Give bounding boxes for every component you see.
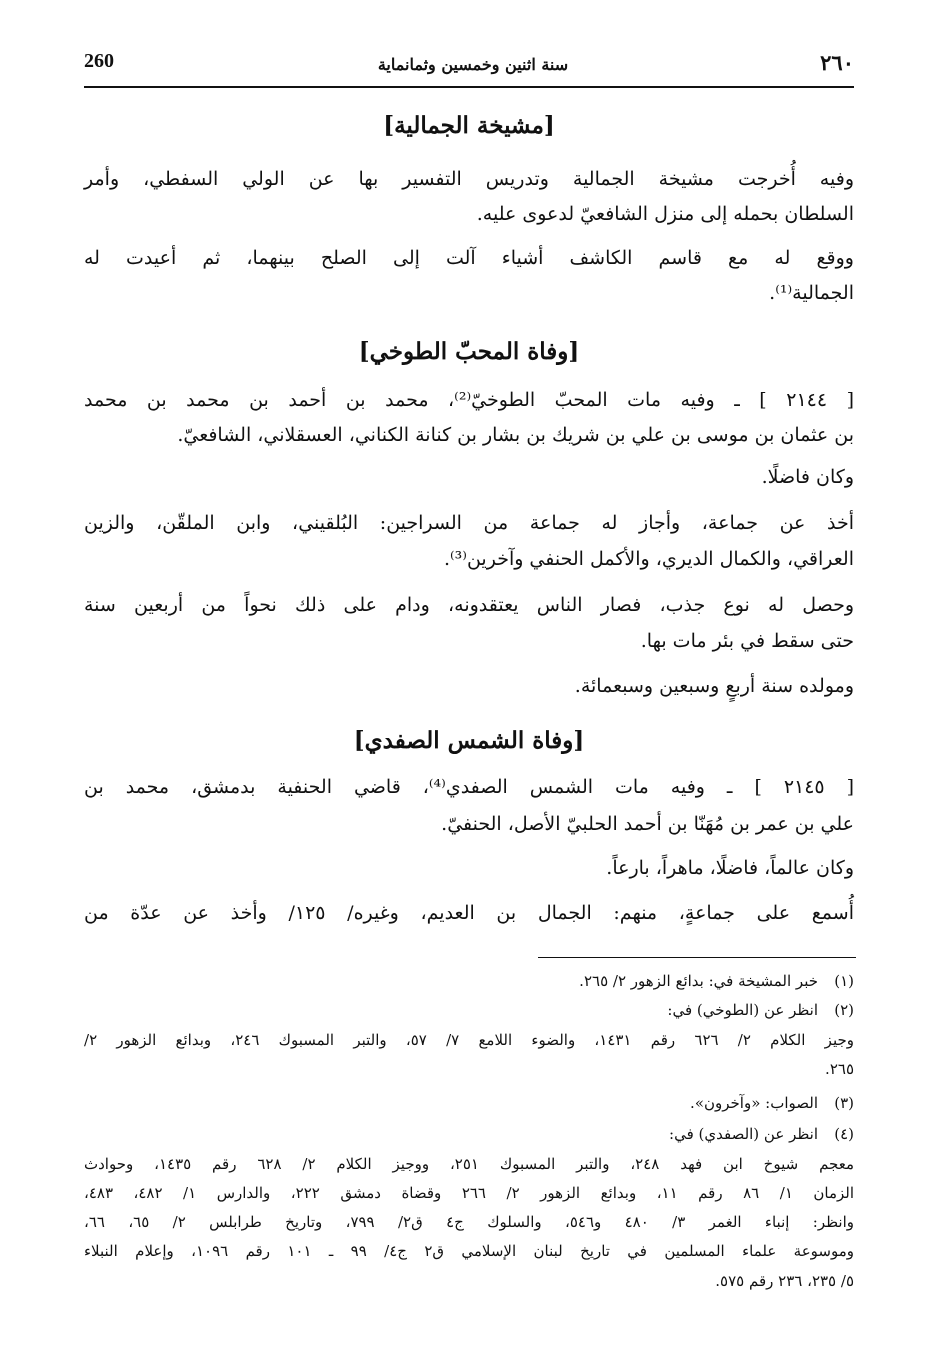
body-line: السلطان بحمله إلى منزل الشافعيّ لدعوى عليه. (476, 203, 854, 225)
footnote-text: الصواب: «وآخرون». (690, 1094, 818, 1112)
body-line: بن عثمان بن موسى بن علي بن شريك بن بشار بن كنانة الكناني، العسقلاني، الشافعيّ. (177, 424, 854, 446)
footnote (84, 1125, 854, 1143)
footnote-rule (538, 957, 856, 958)
footnote-number: (٣) (834, 1094, 854, 1112)
footnote-number: (٢) (834, 1001, 854, 1019)
body-line: الجمالية⁽¹⁾. (769, 282, 854, 304)
footnote (84, 972, 854, 990)
footnote-line: وانظر: إنباء الغمر ٣/ ٤٨٠ و٥٤٦، والسلوك ج٤ ق٢/ ٧٩٩، وتاريخ طرابلس ٢/ ٦٥، ٦٦، (84, 1213, 854, 1231)
page-number-arabic: ٢٦٠ (820, 50, 854, 75)
section-heading: [مشيخة الجمالية] (383, 112, 555, 139)
footnote (84, 1094, 854, 1112)
body-line: أُسمع على جماعةٍ، منهم: الجمال بن العديم، وغيره/ ١٢٥/ وأخذ عن عدّة من (84, 902, 854, 924)
footnote (84, 1001, 854, 1019)
footnote-number: (١) (834, 972, 854, 990)
footnote-text: انظر عن (الصفدي) في: (669, 1125, 818, 1143)
footnote-line: ٢٦٥. (825, 1060, 854, 1078)
body-line: وفيه أُخرجت مشيخة الجمالية وتدريس التفسير بها عن الولي السفطي، وأمر (84, 168, 854, 190)
body-line: [ ٢١٤٥ ] ـ وفيه مات الشمس الصفدي⁽⁴⁾، قاضي الحنفية بدمشق، محمد بن (84, 776, 855, 798)
body-line: أخذ عن جماعة، وأجاز له جماعة من السراجين: البُلقيني، وابن الملقّن، والزين (84, 512, 854, 534)
page-number-latin: 260 (84, 50, 114, 72)
body-line: ووقع له مع قاسم الكاشف أشياء آلت إلى الصلح بينهما، ثم أعيدت له (84, 247, 854, 269)
body-line: ومولده سنة أربعٍ وسبعين وسبعمائة. (574, 675, 854, 697)
body-line: وكان عالماً، فاضلًا، ماهراً، بارعاً. (606, 857, 854, 879)
running-header-title: سنة اثنين وخمسين وثمانماية (377, 55, 569, 74)
footnote-line: معجم شيوخ ابن فهد ٢٤٨، والتبر المسبوك ٢٥١، ووجيز الكلام ٢/ ٦٢٨ رقم ١٤٣٥، وحوادث (84, 1155, 855, 1173)
body-line: علي بن عمر بن مُهَنّا بن أحمد الحلبيّ الأصل، الحنفيّ. (441, 813, 854, 835)
footnote-line: الزمان ١/ ٨٦ رقم ١١، وبدائع الزهور ٢/ ٢٦٦ وقضاة دمشق ٢٢٢، والدارس ١/ ٤٨٢، ٤٨٣، (84, 1184, 855, 1202)
body-line: وحصل له نوع جذب، فصار الناس يعتقدونه، ودام على ذلك نحواً من أربعين سنة (84, 594, 854, 616)
body-line: [ ٢١٤٤ ] ـ وفيه مات المحبّ الطوخيّ⁽²⁾، محمد بن أحمد بن محمد بن محمد (84, 389, 854, 411)
footnote-line: وجيز الكلام ٢/ ٦٢٦ رقم ١٤٣١، والضوء اللامع ٧/ ٥٧، والتبر المسبوك ٢٤٦، وبدائع الزهور ٢/ (84, 1031, 854, 1049)
footnote-number: (٤) (834, 1125, 854, 1143)
body-line: وكان فاضلًا. (761, 466, 854, 488)
section-heading: [وفاة المحبّ الطوخي] (358, 338, 580, 365)
body-line: حتى سقط في بئر مات بها. (640, 630, 854, 652)
header-rule (84, 86, 854, 88)
footnote-line: ٥/ ٢٣٥، ٢٣٦ رقم ٥٧٥. (715, 1272, 854, 1290)
footnote-text: انظر عن (الطوخي) في: (667, 1001, 818, 1019)
section-heading: [وفاة الشمس الصفدي] (353, 727, 585, 754)
footnote-text: خبر المشيخة في: بدائع الزهور ٢/ ٢٦٥. (579, 972, 818, 990)
body-line: العراقي، والكمال الديري، والأكمل الحنفي وآخرين⁽³⁾. (443, 548, 854, 570)
footnote-line: وموسوعة علماء المسلمين في تاريخ لبنان الإسلامي ق٢ ج٤/ ٩٩ ـ ١٠١ رقم ١٠٩٦، وإعلام النبلاء (84, 1242, 854, 1260)
